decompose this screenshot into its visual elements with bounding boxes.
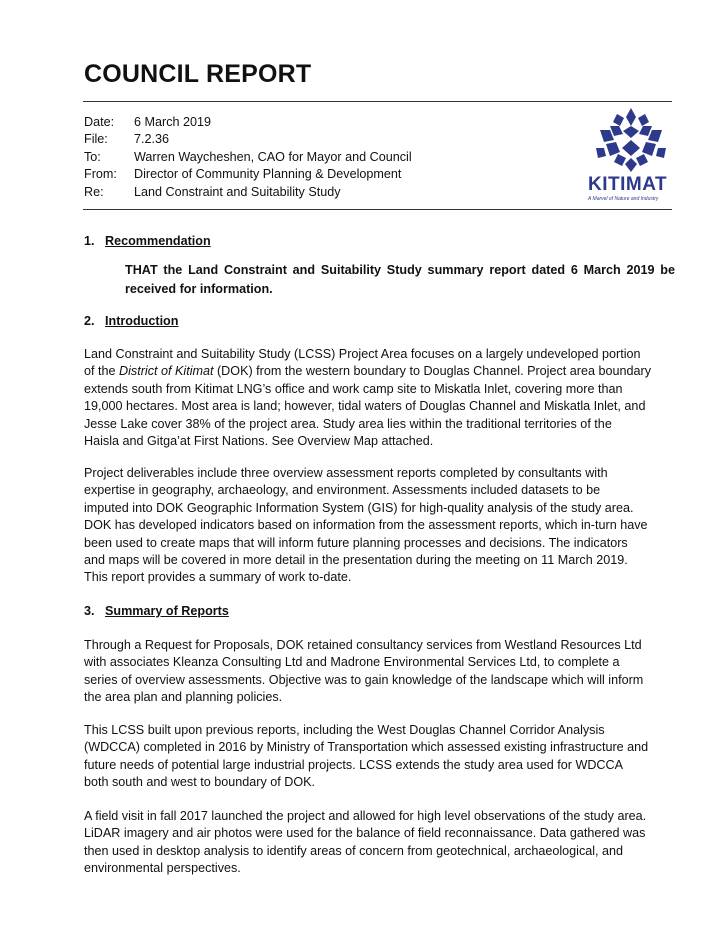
text-line: (WDCCA) completed in 2016 by Ministry of Transportation which assessed existing infrastructure and	[84, 740, 649, 755]
page-title: COUNCIL REPORT	[84, 60, 312, 88]
text-line: both south and west to boundary of DOK.	[84, 775, 316, 790]
section-number: 3.	[84, 604, 95, 618]
text-line: DOK has developed indicators based on information from the assessment reports, which in-turn have	[84, 518, 648, 533]
meta-date	[84, 114, 412, 131]
text-line: extends south from Kitimat LNG’s office and work camp site to Miskatla Inlet, covering more than	[84, 381, 623, 396]
section-heading-summary	[84, 603, 229, 620]
text-line: Through a Request for Proposals, DOK retained consultancy services from Westland Resources Ltd	[84, 638, 642, 652]
meta-label: File:	[84, 132, 108, 147]
header-top-rule	[83, 101, 672, 102]
meta-value: Land Constraint and Suitability Study	[134, 184, 341, 199]
logo-wordmark	[588, 174, 667, 202]
introduction-paragraph-2	[84, 465, 684, 587]
text-line: imputed into DOK Geographic Information System (GIS) for high-quality analysis of the study area.	[84, 500, 634, 515]
header-bottom-rule	[83, 209, 672, 210]
text-line: This report provides a summary of work to-date.	[84, 570, 352, 585]
text-span: (DOK) from the western boundary to Douglas Channel. Project area boundary	[213, 364, 651, 379]
logo-tagline: A Marvel of Nature and Industry	[588, 196, 659, 202]
text-line: A field visit in fall 2017 launched the project and allowed for high level observations of the study area.	[84, 809, 647, 823]
text-line: Haisla and Gitga’at First Nations. See Overview Map attached.	[84, 434, 434, 449]
text-line: This LCSS built upon previous reports, including the West Douglas Channel Corridor Analysis	[84, 723, 605, 737]
district-name: District of Kitimat	[119, 364, 214, 379]
text-span: of the	[84, 364, 120, 379]
meta-label: From:	[84, 167, 117, 182]
text-line: the area plan and planning policies.	[84, 690, 283, 705]
text-line: LiDAR imagery and air photos were used for the balance of field reconnaissance. Data gathered was	[84, 826, 646, 841]
section-title: Introduction	[105, 314, 179, 328]
text-line: and maps will be covered in more detail in the presentation during the meeting on 11 March 2019.	[84, 553, 628, 568]
meta-value: Director of Community Planning & Development	[134, 167, 402, 182]
text-line: environmental perspectives.	[84, 861, 241, 876]
summary-paragraph-2	[84, 722, 684, 792]
logo-name: KITIMAT	[588, 174, 668, 195]
section-title: Recommendation	[105, 234, 211, 248]
text-line: future needs of potential large industrial projects. LCSS extends the study area used for WDCCA	[84, 757, 624, 772]
meta-label: Date:	[84, 115, 115, 129]
text-line	[84, 363, 684, 380]
meta-value: Warren Waycheshen, CAO for Mayor and Council	[134, 149, 412, 164]
introduction-paragraph-1	[84, 346, 684, 450]
text-line: Project deliverables include three overview assessment reports completed by consultants with	[84, 466, 608, 480]
meta-to	[84, 149, 412, 166]
section-heading-introduction	[84, 313, 178, 330]
meta-label: Re:	[84, 184, 104, 199]
recommendation-text: THAT the Land Constraint and Suitability Study summary report dated 6 March 2019 be received for information.	[125, 263, 675, 296]
section-title: Summary of Reports	[105, 604, 229, 618]
text-line: 19,000 hectares. Most area is land; however, tidal waters of Douglas Channel and Miskatla Inlet, and	[84, 399, 646, 414]
text-line: been used to create maps that will inform future planning processes and decisions. The indicators	[84, 535, 628, 550]
report-metadata	[84, 114, 412, 201]
kitimat-logo	[586, 104, 676, 204]
section-number: 2.	[84, 314, 95, 328]
summary-paragraph-1	[84, 637, 684, 707]
text-line: expertise in geography, archaeology, and environment. Assessments included datasets to be	[84, 483, 601, 498]
section-number: 1.	[84, 234, 95, 248]
meta-value: 6 March 2019	[134, 115, 212, 129]
summary-paragraph-3	[84, 808, 684, 878]
text-line: Land Constraint and Suitability Study (LCSS) Project Area focuses on a largely undeveloped portion	[84, 347, 641, 361]
meta-re	[84, 184, 412, 201]
text-line: with associates Kleanza Consulting Ltd and Madrone Environmental Services Ltd, to complete a	[84, 655, 620, 670]
text-line: Jesse Lake cover 38% of the project area. Study area lies within the traditional territories of the	[84, 416, 612, 431]
text-line: series of overview assessments. Objective was to gain knowledge of the landscape which will inform	[84, 672, 644, 687]
meta-value: 7.2.36	[134, 132, 170, 147]
section-heading-recommendation	[84, 233, 211, 250]
text-line: then used in desktop analysis to identify areas of concern from geotechnical, archaeological, and	[84, 843, 624, 858]
meta-from	[84, 166, 412, 183]
meta-label: To:	[84, 149, 101, 164]
meta-file	[84, 131, 412, 148]
